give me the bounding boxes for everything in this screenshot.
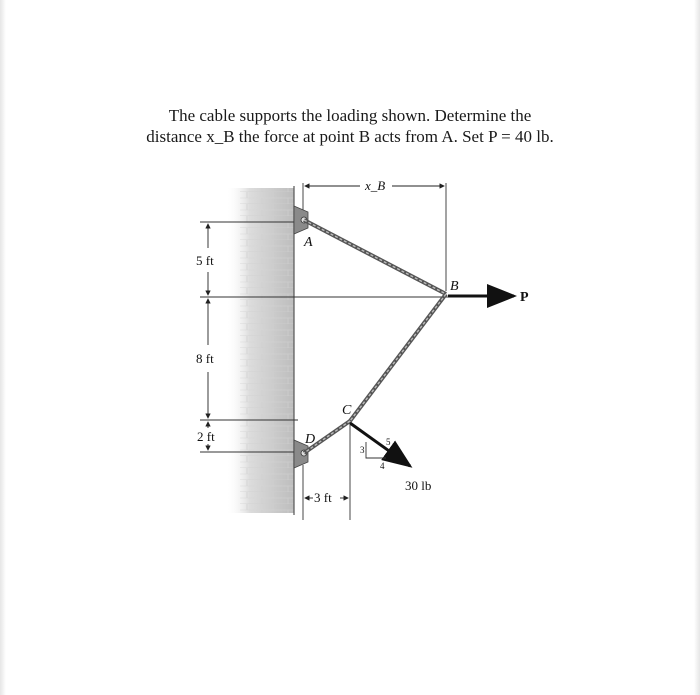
label-a: A: [304, 235, 313, 250]
label-slope-3: 3: [360, 445, 365, 455]
label-xb: x_B: [365, 178, 386, 193]
label-slope-4: 4: [380, 461, 385, 471]
slope-triangle: [366, 442, 386, 458]
label-3ft: 3 ft: [314, 490, 332, 505]
label-slope-5: 5: [386, 437, 391, 447]
label-p: P: [520, 290, 529, 305]
cable: [304, 220, 446, 453]
label-b: B: [450, 279, 459, 294]
label-8ft: 8 ft: [196, 351, 214, 366]
label-30lb: 30 lb: [405, 478, 432, 493]
label-2ft: 2 ft: [197, 429, 215, 444]
load-arrow: [350, 423, 410, 466]
label-c: C: [342, 403, 352, 418]
label-d: D: [305, 432, 316, 447]
label-5ft: 5 ft: [196, 253, 214, 268]
brick-wall: [226, 186, 294, 515]
problem-line-2: distance x_B the force at point B acts from A. Set P = 40 lb.: [146, 127, 554, 146]
problem-line-1: The cable supports the loading shown. Determine the: [168, 106, 532, 125]
